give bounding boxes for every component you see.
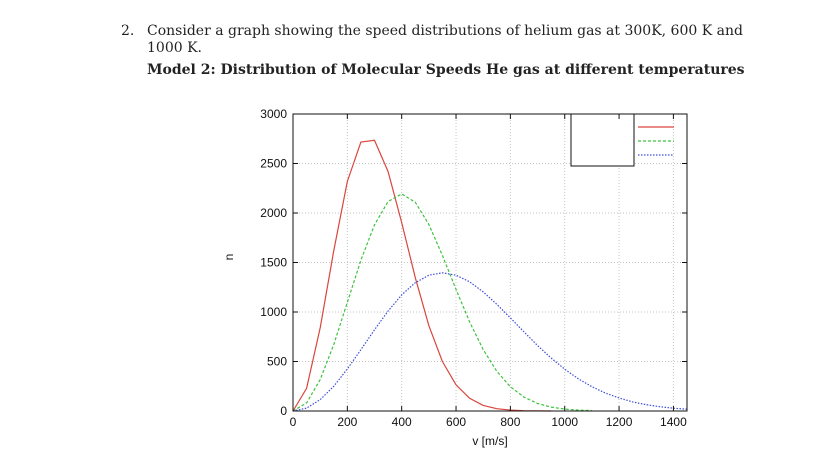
series-line-1: [293, 140, 551, 411]
model-title: Model 2: Distribution of Molecular Speeds He gas at different temperatures: [147, 62, 745, 78]
x-tick-label: 1200: [605, 415, 633, 429]
y-axis-label: n: [222, 253, 236, 261]
x-tick-label: 1000: [551, 415, 579, 429]
y-tick-label: 2000: [260, 206, 287, 220]
y-tick-label: 1500: [260, 255, 287, 270]
y-tick-label: 500: [266, 354, 287, 369]
x-tick-label: 200: [337, 415, 358, 429]
series-line-2: [293, 194, 592, 411]
series-line-3: [293, 273, 687, 411]
x-tick-label: 400: [391, 415, 412, 429]
x-tick-label: 1400: [660, 415, 687, 429]
question-text: Consider a graph showing the speed distributions of helium gas at 300K, 600 K and 1000 K.: [147, 23, 743, 56]
x-tick-label: 600: [446, 415, 467, 429]
legend-box: [571, 114, 634, 166]
y-tick-label: 0: [280, 404, 287, 418]
y-tick-label: 2500: [260, 156, 287, 171]
y-tick-label: 1000: [260, 305, 287, 319]
question-number: 2.: [121, 23, 135, 39]
legend: [571, 114, 674, 166]
x-tick-label: 0: [289, 415, 297, 429]
x-tick-label: 800: [500, 415, 521, 429]
x-axis-label: v [m/s]: [472, 434, 508, 448]
y-tick-label: 3000: [260, 107, 287, 121]
series-lines: [293, 140, 687, 411]
